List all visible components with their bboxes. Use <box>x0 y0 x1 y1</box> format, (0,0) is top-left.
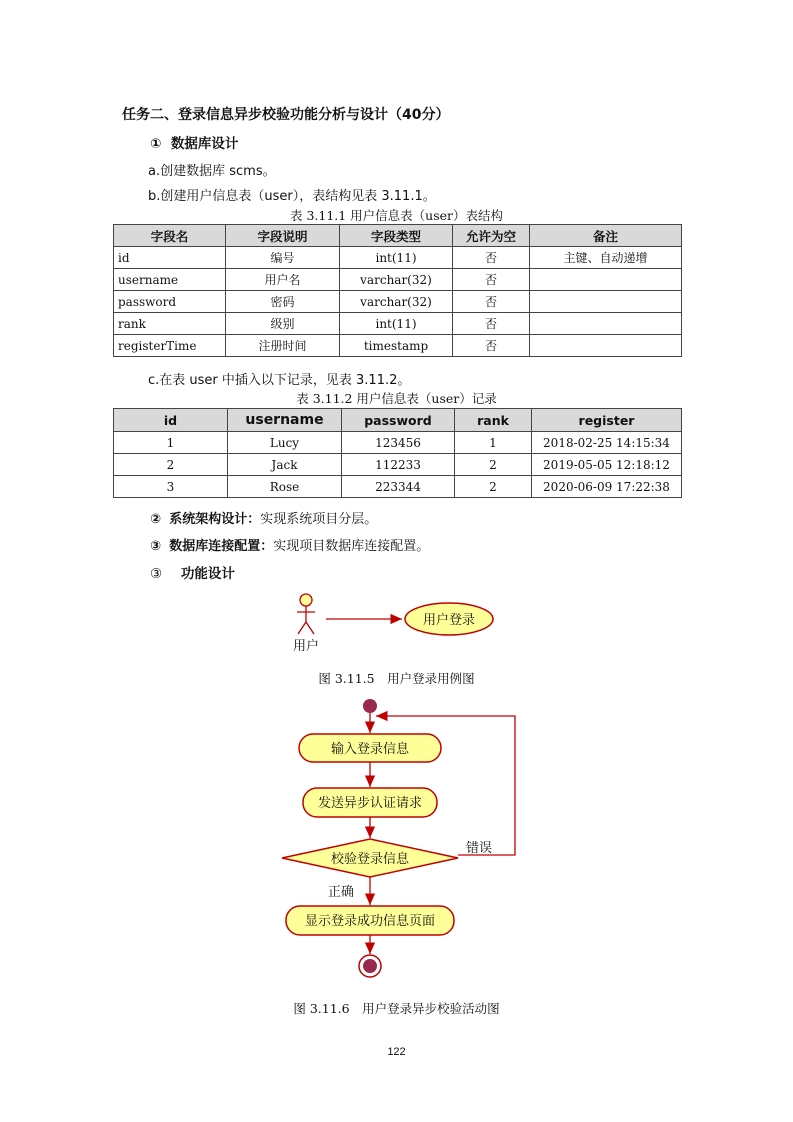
table1-header-row <box>114 225 682 247</box>
table2-header: register <box>532 409 682 432</box>
table-cell: 2 <box>114 454 228 476</box>
table-cell: 2020-06-09 17:22:38 <box>532 476 682 498</box>
table-row <box>114 454 682 476</box>
error-label: 错误 <box>466 841 493 856</box>
table2-header: username <box>228 409 342 432</box>
table-cell: 否 <box>453 291 530 313</box>
table-cell: id <box>114 247 226 269</box>
section-number: ③ <box>150 539 162 554</box>
usecase-diagram <box>280 588 510 658</box>
table-row <box>114 247 682 269</box>
table-row <box>114 432 682 454</box>
table-cell: int(11) <box>340 313 453 335</box>
table-cell: Rose <box>228 476 342 498</box>
section-text: 实现系统项目分层。 <box>260 512 378 527</box>
table-cell: 级别 <box>226 313 340 335</box>
table2-header: rank <box>455 409 532 432</box>
table-cell: 3 <box>114 476 228 498</box>
table-cell <box>530 269 682 291</box>
table1-header: 字段类型 <box>340 225 453 247</box>
table1-header: 备注 <box>530 225 682 247</box>
table-cell: 否 <box>453 247 530 269</box>
section-number: ① <box>150 136 162 152</box>
section-title: 数据库设计 <box>170 136 239 152</box>
table-cell: rank <box>114 313 226 335</box>
table-cell: varchar(32) <box>340 269 453 291</box>
table-row <box>114 313 682 335</box>
item-b: b.创建用户信息表（user），表结构见表 3.11.1。 <box>148 189 436 204</box>
decision-label: 校验登录信息 <box>330 852 410 867</box>
table-cell <box>530 291 682 313</box>
table-cell <box>530 335 682 357</box>
usecase-caption: 图 3.11.5 用户登录用例图 <box>318 671 475 686</box>
page-number: 122 <box>387 1046 406 1058</box>
section-title: 数据库连接配置： <box>169 539 274 554</box>
table-row <box>114 269 682 291</box>
step-label: 发送异步认证请求 <box>317 796 423 811</box>
table-cell: Lucy <box>228 432 342 454</box>
table-row <box>114 476 682 498</box>
table-row <box>114 335 682 357</box>
table-cell: timestamp <box>340 335 453 357</box>
table-cell: 2 <box>455 476 532 498</box>
section-architecture <box>150 508 377 527</box>
table-cell: 2 <box>455 454 532 476</box>
start-node <box>363 699 377 713</box>
table-cell: registerTime <box>114 335 226 357</box>
section-database-design <box>150 132 238 152</box>
table-cell: 1 <box>455 432 532 454</box>
table2-header: id <box>114 409 228 432</box>
table1-header: 字段名 <box>114 225 226 247</box>
correct-label: 正确 <box>328 885 355 900</box>
table-cell: 1 <box>114 432 228 454</box>
table1-header: 允许为空 <box>453 225 530 247</box>
section-title: 系统架构设计： <box>169 512 261 527</box>
table-row <box>114 291 682 313</box>
table-cell: 2019-05-05 12:18:12 <box>532 454 682 476</box>
section-number: ③ <box>150 566 163 582</box>
table-cell: username <box>114 269 226 291</box>
table-cell: 密码 <box>226 291 340 313</box>
item-c: c.在表 user 中插入以下记录，见表 3.11.2。 <box>148 373 411 388</box>
table-cell: 2018-02-25 14:15:34 <box>532 432 682 454</box>
table-cell <box>530 313 682 335</box>
item-a: a.创建数据库 scms。 <box>148 164 276 179</box>
end-node <box>363 959 377 973</box>
table2-header-row <box>114 409 682 432</box>
table-user-structure <box>113 224 682 357</box>
table-cell: varchar(32) <box>340 291 453 313</box>
actor-label: 用户 <box>292 639 320 654</box>
step-label: 输入登录信息 <box>330 742 410 757</box>
table-cell: 223344 <box>342 476 455 498</box>
table2-caption: 表 3.11.2 用户信息表（user）记录 <box>296 391 497 406</box>
table-cell: password <box>114 291 226 313</box>
table-cell: 用户名 <box>226 269 340 291</box>
table-cell: 主键、自动递增 <box>530 247 682 269</box>
actor-icon <box>297 594 315 634</box>
table2-header: password <box>342 409 455 432</box>
section-function-design <box>150 562 235 582</box>
table1-caption: 表 3.11.1 用户信息表（user）表结构 <box>289 208 504 223</box>
table-cell: 否 <box>453 335 530 357</box>
table-cell: int(11) <box>340 247 453 269</box>
table-cell: Jack <box>228 454 342 476</box>
section-db-connection <box>150 535 429 554</box>
table-cell: 编号 <box>226 247 340 269</box>
table-cell: 否 <box>453 269 530 291</box>
table-user-records <box>113 408 682 498</box>
table-cell: 注册时间 <box>226 335 340 357</box>
table-cell: 否 <box>453 313 530 335</box>
task-heading: 任务二、登录信息异步校验功能分析与设计（40分） <box>122 107 450 123</box>
final-step-label: 显示登录成功信息页面 <box>304 914 436 929</box>
activity-caption: 图 3.11.6 用户登录异步校验活动图 <box>293 1001 500 1016</box>
section-number: ② <box>150 512 162 527</box>
usecase-label: 用户登录 <box>422 613 476 628</box>
table-cell: 112233 <box>342 454 455 476</box>
table1-header: 字段说明 <box>226 225 340 247</box>
section-title: 功能设计 <box>180 566 235 582</box>
section-text: 实现项目数据库连接配置。 <box>273 539 430 554</box>
activity-diagram <box>270 692 530 984</box>
table-cell: 123456 <box>342 432 455 454</box>
